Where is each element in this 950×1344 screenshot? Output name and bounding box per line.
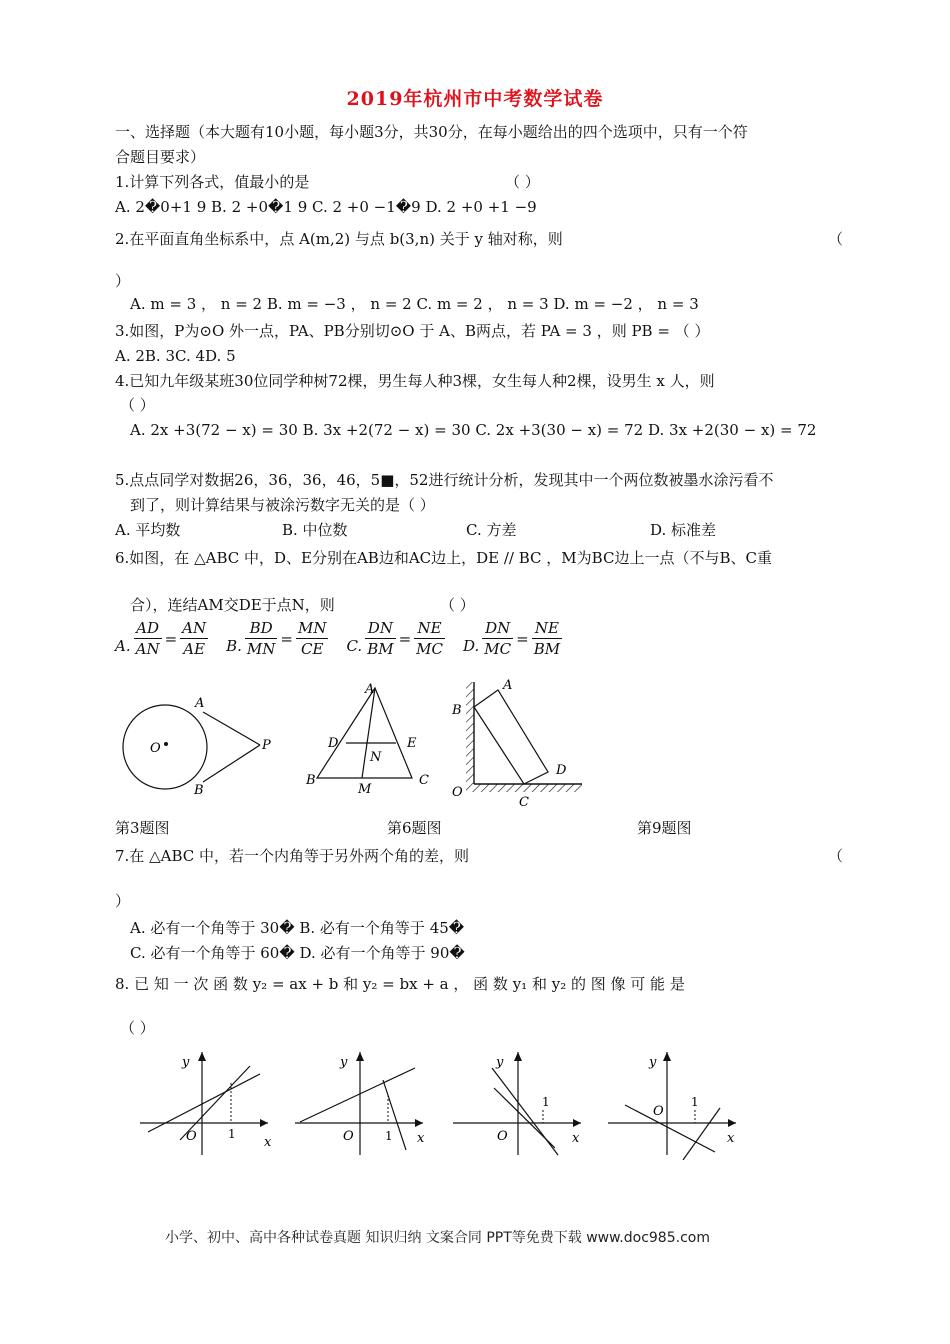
q5-stem-line2: 到了，则计算结果与被涂污数字无关的是（ ） xyxy=(130,496,435,514)
tangent-pb xyxy=(203,745,260,782)
numerator: MN xyxy=(297,619,327,637)
equals-sign: = xyxy=(398,629,412,648)
equals-sign: = xyxy=(164,629,178,648)
fraction xyxy=(482,618,513,659)
figure-3-diagram xyxy=(115,690,290,805)
section-heading-line1: 一、选择题（本大题有10小题，每小题3分，共30分，在每小题给出的四个选项中，只有一个符 xyxy=(115,123,748,141)
label-a: A xyxy=(365,682,375,697)
label-b: B xyxy=(452,703,462,718)
q4-bracket: （ ） xyxy=(120,396,155,414)
denominator: MC xyxy=(484,640,512,658)
q2-stem: 2.在平面直角坐标系中，点 A(m,2) 与点 b(3,n) 关于 y 轴对称，则 xyxy=(115,230,563,248)
x-label: x xyxy=(572,1131,580,1146)
q5-option-a: A. 平均数 xyxy=(115,521,181,539)
line-1 xyxy=(625,1105,715,1152)
figure-9-diagram xyxy=(448,672,588,812)
numerator: AN xyxy=(182,619,207,637)
figure-3-caption: 第3题图 xyxy=(115,819,170,837)
x-label: x xyxy=(727,1131,735,1146)
q6-option-a-label: A. xyxy=(115,636,131,655)
q6-stem-line2: 合），连结AM交DE于点N，则 xyxy=(130,596,335,614)
q8-graph-d xyxy=(605,1050,745,1160)
q4-options: A. 2x +3(72 − x) = 30 B. 3x +2(72 − x) = 30 C. 2x +3(30 − x) = 72 D. 3x +2(30 − x) = 72 xyxy=(130,421,817,439)
q2-bracket-close: ） xyxy=(115,272,131,290)
label-o: O xyxy=(452,785,463,800)
q6-bracket: （ ） xyxy=(440,596,475,614)
fraction xyxy=(532,618,562,659)
figure-9-caption: 第9题图 xyxy=(637,819,692,837)
y-axis-arrow xyxy=(663,1052,671,1061)
q4-stem: 4.已知九年级某班30位同学种树72棵，男生每人种3棵，女生每人种2棵，设男生 x 人，则 xyxy=(115,372,715,390)
q2-options: A. m = 3 ， n = 2 B. m = −3 ， n = 2 C. m = 2 ， n = 3 D. m = −2 ， n = 3 xyxy=(130,295,699,313)
q6-option-b-label: B. xyxy=(226,636,242,655)
x-label: x xyxy=(264,1135,272,1150)
y-label: y xyxy=(496,1055,504,1070)
q5-option-d: D. 标准差 xyxy=(650,521,717,539)
numerator: NE xyxy=(414,618,445,639)
q7-options-ab: A. 必有一个角等于 30� B. 必有一个角等于 45� xyxy=(130,919,465,937)
q2-bracket-open: （ xyxy=(828,230,844,248)
q8-graph-a xyxy=(140,1050,280,1160)
label-d: D xyxy=(556,763,567,778)
ladder-rectangle xyxy=(474,690,548,784)
line-1 xyxy=(300,1068,415,1122)
x-axis-arrow xyxy=(728,1119,736,1127)
fraction xyxy=(245,618,277,659)
label-a: A xyxy=(195,696,205,711)
label-b: B xyxy=(306,773,316,788)
label-e: E xyxy=(407,736,417,751)
label-a: A xyxy=(503,678,513,693)
q1-stem: 1.计算下列各式，值最小的是 xyxy=(115,173,310,191)
figure-6-caption: 第6题图 xyxy=(387,819,442,837)
x-label: x xyxy=(417,1131,425,1146)
numerator: AD xyxy=(134,618,162,639)
numerator: DN xyxy=(365,618,395,639)
denominator: AE xyxy=(183,640,206,658)
wall-hatch xyxy=(466,682,474,792)
q8-graph-b xyxy=(295,1050,435,1160)
q3-options: A. 2B. 3C. 4D. 5 xyxy=(115,347,236,365)
denominator: BM xyxy=(367,640,394,658)
figure-6-diagram xyxy=(300,678,440,798)
q7-options-cd: C. 必有一个角等于 60� D. 必有一个角等于 90� xyxy=(130,944,465,962)
numerator: BD xyxy=(245,618,277,639)
y-axis-arrow xyxy=(514,1052,522,1061)
y-axis-arrow xyxy=(356,1052,364,1061)
denominator: CE xyxy=(301,640,324,658)
tick-one: 1 xyxy=(691,1095,699,1109)
origin-label: O xyxy=(653,1104,664,1119)
tick-one: 1 xyxy=(385,1129,393,1143)
q1-bracket: （ ） xyxy=(505,173,540,191)
q7-bracket-close: ） xyxy=(115,892,131,910)
q5-option-b: B. 中位数 xyxy=(282,521,348,539)
fraction xyxy=(414,618,445,659)
q7-stem: 7.在 △ABC 中，若一个内角等于另外两个角的差，则 xyxy=(115,847,469,865)
circle-o xyxy=(123,705,207,789)
denominator: MN xyxy=(246,640,276,658)
denominator: BM xyxy=(533,640,561,658)
fraction xyxy=(365,618,395,659)
q8-graph-c xyxy=(450,1050,590,1160)
numerator: DN xyxy=(482,618,513,639)
section-heading-line2: 合题目要求） xyxy=(115,148,206,166)
center-point xyxy=(164,742,168,746)
equals-sign: = xyxy=(516,629,529,648)
label-c: C xyxy=(419,773,429,788)
q5-option-c: C. 方差 xyxy=(466,521,517,539)
q6-stem-line1: 6.如图，在 △ABC 中，D、E分别在AB边和AC边上，DE // BC ，M为BC边上一点（不与B、C重 xyxy=(115,549,772,567)
q8-stem: 8. 已 知 一 次 函 数 y₂ = ax + b 和 y₂ = bx + a ， 函 数 y₁ 和 y₂ 的 图 像 可 能 是 xyxy=(115,975,685,993)
label-b: B xyxy=(194,783,204,798)
tick-one: 1 xyxy=(542,1095,550,1109)
fraction xyxy=(134,618,162,659)
x-axis-arrow xyxy=(415,1119,423,1127)
label-p: P xyxy=(262,738,271,753)
fraction xyxy=(296,618,328,659)
y-label: y xyxy=(649,1055,657,1070)
y-label: y xyxy=(182,1055,190,1070)
tick-one: 1 xyxy=(228,1127,236,1141)
footer-text: 小学、初中、高中各种试卷真题 知识归纳 文案合同 PPT等免费下载 www.doc985.com xyxy=(165,1230,710,1246)
q6-options xyxy=(115,618,562,659)
denominator: AN xyxy=(135,640,160,658)
y-axis-arrow xyxy=(198,1052,206,1061)
q5-stem-line1: 5.点点同学对数据26，36，36，46，5■，52进行统计分析，发现其中一个两位数被墨水涂污看不 xyxy=(115,471,774,489)
q6-option-d-label: D. xyxy=(463,636,480,655)
q1-options: A. 2�0+1 9 B. 2 +0�1 9 C. 2 +0 −1�9 D. 2 +0 +1 −9 xyxy=(115,198,537,216)
q8-bracket: （ ） xyxy=(120,1019,155,1037)
floor-hatch xyxy=(474,784,582,792)
origin-label: O xyxy=(186,1129,197,1144)
label-d: D xyxy=(328,736,339,751)
origin-label: O xyxy=(497,1129,508,1144)
x-axis-arrow xyxy=(573,1119,581,1127)
denominator: MC xyxy=(416,640,443,658)
origin-label: O xyxy=(343,1129,354,1144)
q6-option-c-label: C. xyxy=(346,636,363,655)
label-o: O xyxy=(150,741,161,756)
q7-bracket-open: （ xyxy=(828,847,844,865)
numerator: NE xyxy=(532,618,562,639)
q3-stem: 3.如图，P为⊙O 外一点，PA、PB分别切⊙O 于 A、B两点，若 PA = 3 ，则 PB = （ ） xyxy=(115,322,710,340)
page-title: 2019年杭州市中考数学试卷 xyxy=(346,88,604,110)
y-label: y xyxy=(340,1055,348,1070)
label-m: M xyxy=(358,782,372,797)
equals-sign: = xyxy=(280,629,293,648)
x-axis-arrow xyxy=(260,1119,268,1127)
label-c: C xyxy=(519,795,529,810)
tangent-pa xyxy=(203,712,260,745)
label-n: N xyxy=(370,750,382,765)
fraction xyxy=(180,618,208,659)
